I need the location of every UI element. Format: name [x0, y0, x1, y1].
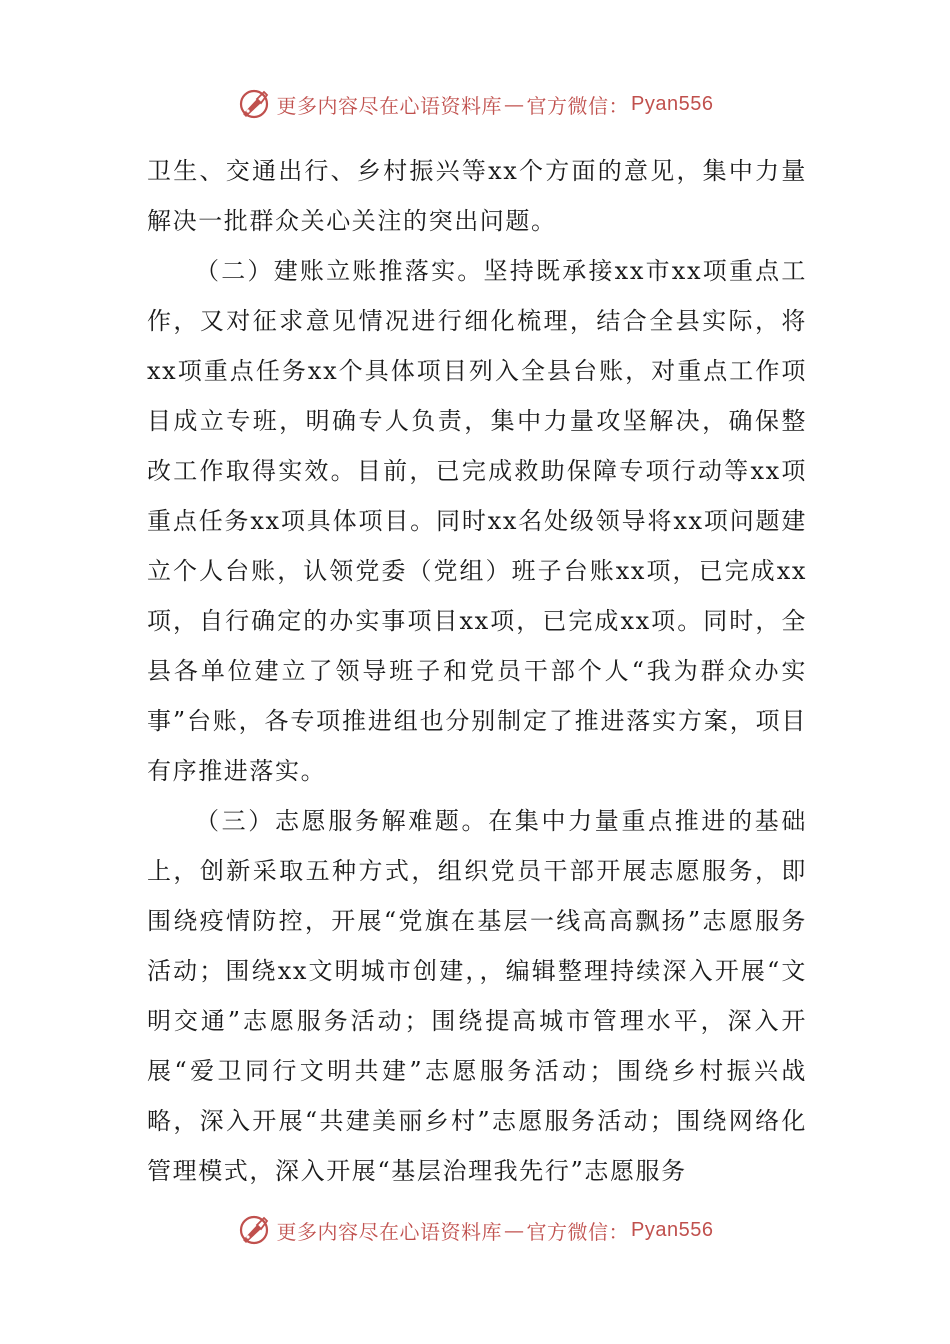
pen-nib-logo-icon	[237, 1213, 271, 1247]
banner-text: 更多内容尽在心语资料库	[276, 93, 503, 118]
pen-nib-logo-icon	[237, 87, 271, 121]
paragraph-section-two: （二）建账立账推落实。坚持既承接xx市xx项重点工作，又对征求意见情况进行细化梳理，结合全县实际，将xx项重点任务xx个具体项目列入全县台账，对重点工作项目成立专班，明确专人负责，集中力量攻坚解决，确保整改工作取得实效。目前，已完成救助保障专项行动等xx项重点任务xx项具体项目。同时xx名处级领导将xx项问题建立个人台账，认领党委（党组）班子台账xx项，已完成xx项，自行确定的办实事项目xx项，已完成xx项。同时，全县各单位建立了领导班子和党员干部个人“我为群众办实事”台账，各专项推进组也分别制定了推进落实方案，项目有序推进落实。	[147, 257, 807, 785]
banner-dash: —	[504, 1218, 525, 1242]
header-watermark-banner	[0, 84, 950, 124]
banner-text: 更多内容尽在心语资料库	[276, 1219, 503, 1244]
banner-label: 官方微信：	[526, 1219, 630, 1244]
body-text	[147, 146, 807, 1196]
banner-handle: Pyan556	[631, 1218, 714, 1241]
footer-watermark-banner	[0, 1210, 950, 1250]
paragraph-continuation: 卫生、交通出行、乡村振兴等xx个方面的意见，集中力量解决一批群众关心关注的突出问题。	[147, 157, 807, 235]
banner-dash: —	[504, 92, 525, 116]
banner-handle: Pyan556	[631, 92, 714, 115]
paragraph-section-three: （三）志愿服务解难题。在集中力量重点推进的基础上，创新采取五种方式，组织党员干部开展志愿服务，即围绕疫情防控，开展“党旗在基层一线高高飘扬”志愿服务活动；围绕xx文明城市创建，，编辑整理持续深入开展“文明交通”志愿服务活动；围绕提高城市管理水平，深入开展“爱卫同行文明共建”志愿服务活动；围绕乡村振兴战略，深入开展“共建美丽乡村”志愿服务活动；围绕网络化管理模式，深入开展“基层治理我先行”志愿服务	[147, 807, 807, 1185]
banner-label: 官方微信：	[526, 93, 630, 118]
